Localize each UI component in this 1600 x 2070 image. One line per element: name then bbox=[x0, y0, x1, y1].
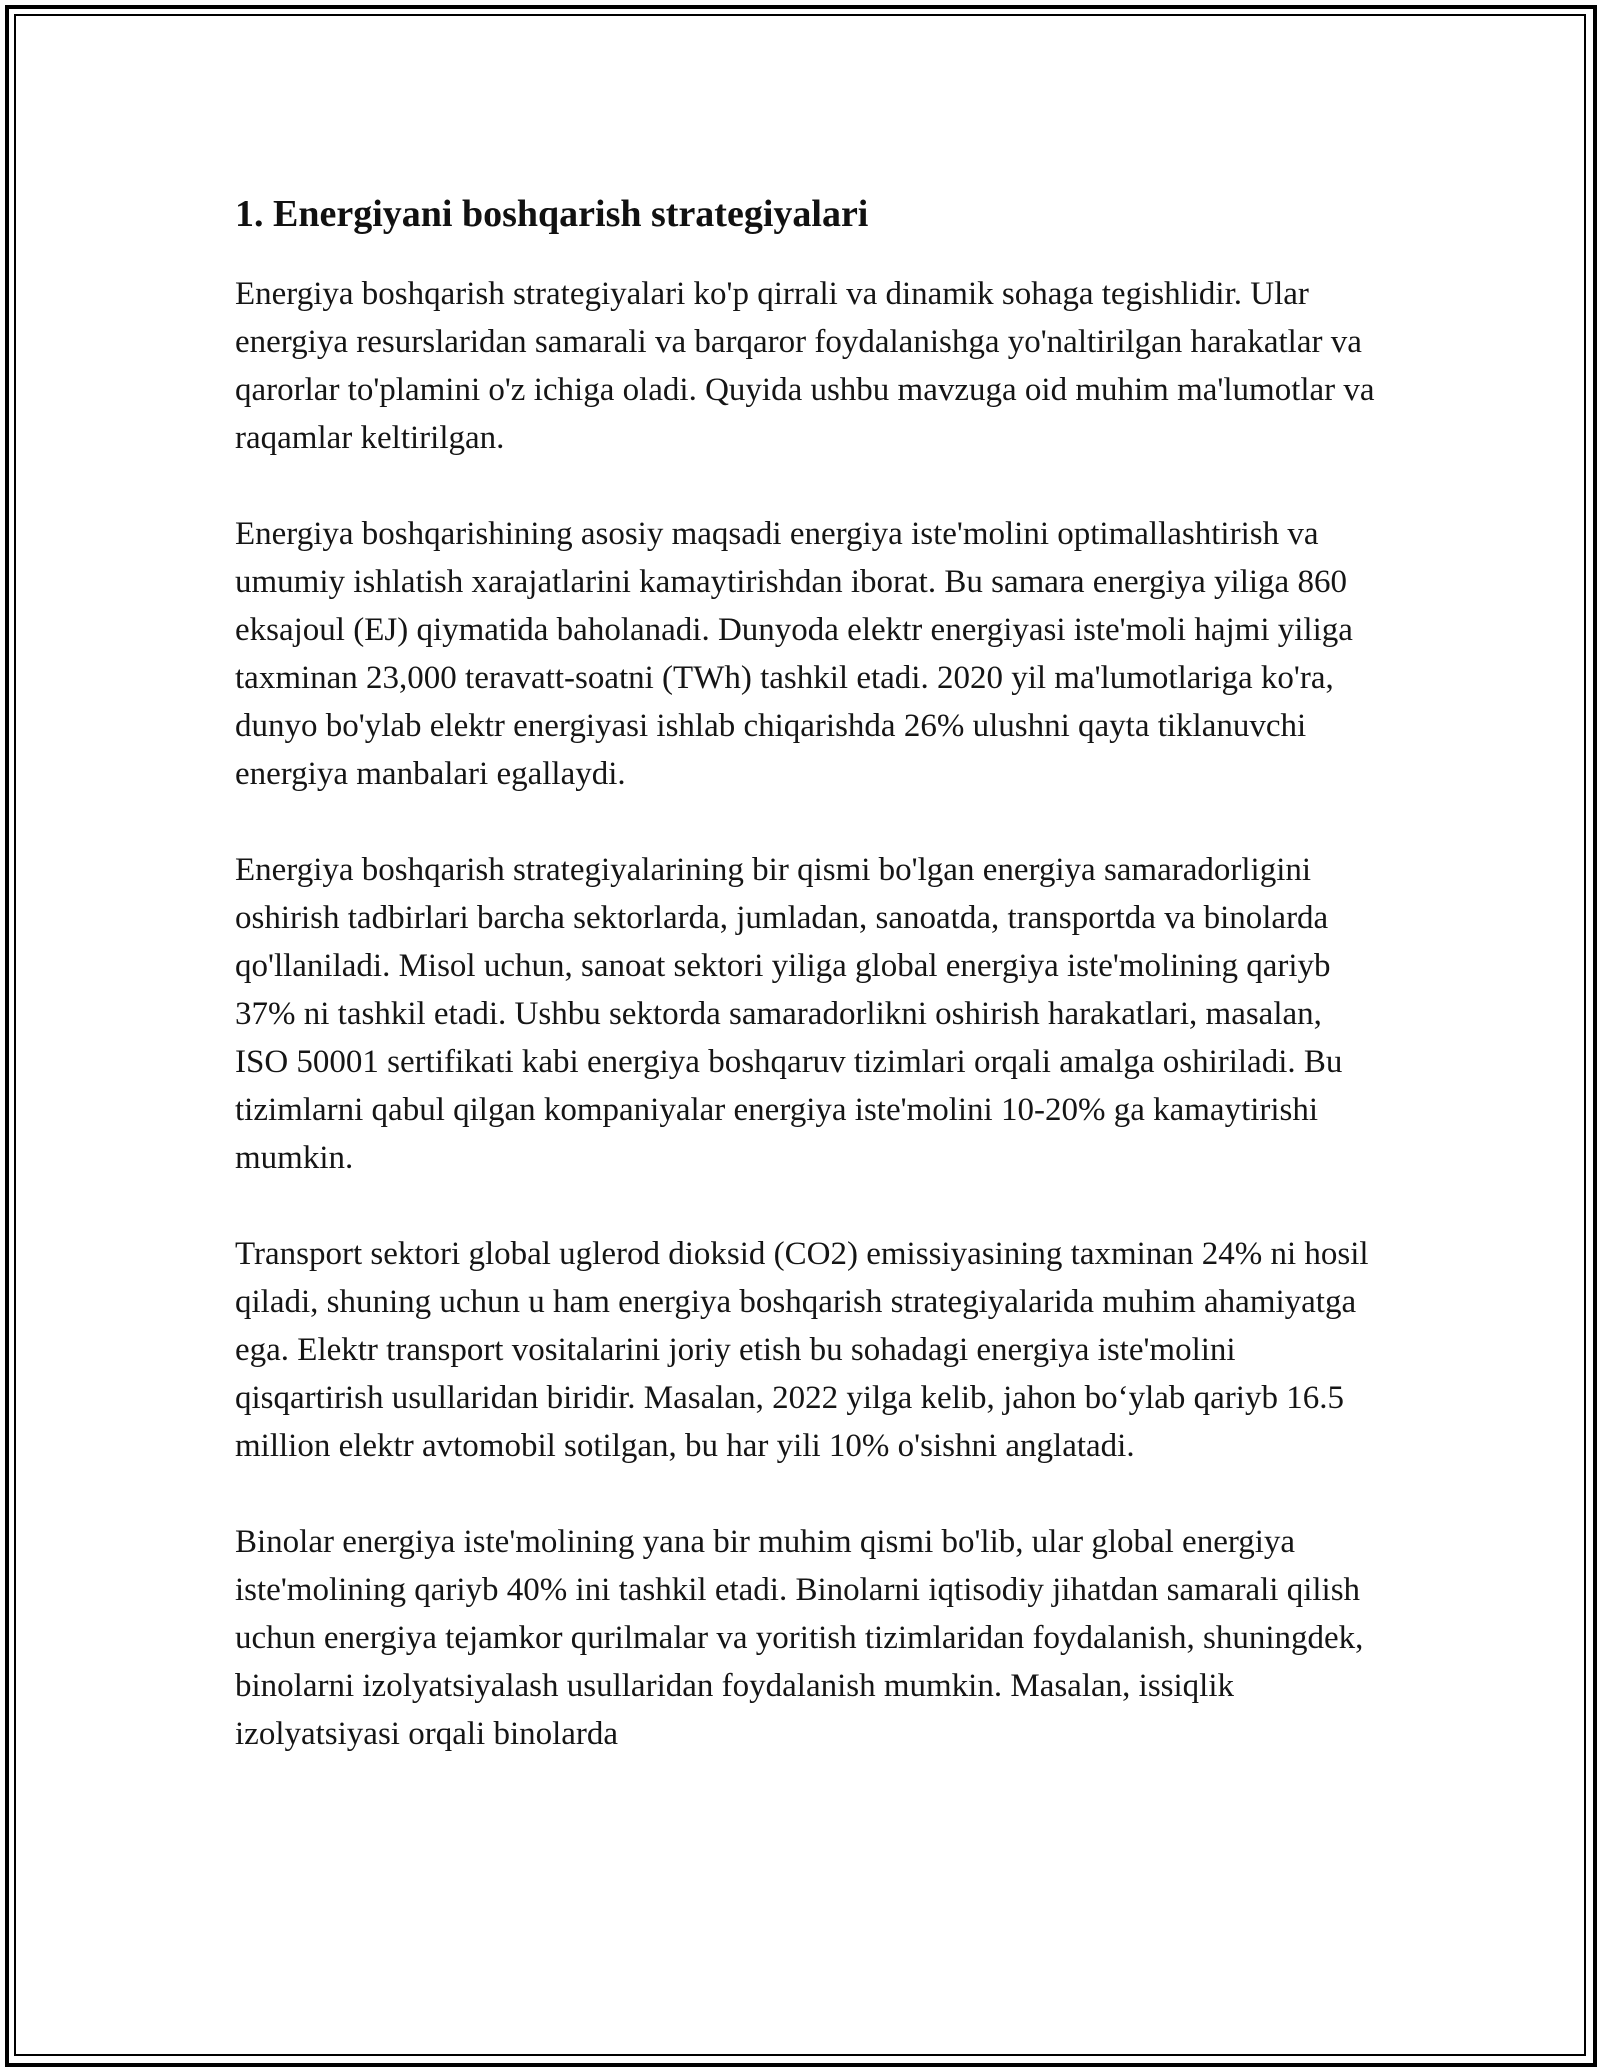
paragraph-industry: Energiya boshqarish strategiyalarining bir qismi bo'lgan energiya samaradorligini oshirish tadbirlari barcha sektorlarda, jumladan, sanoatda, transportda va binolarda qo'llaniladi. Misol uchun, sanoat sektori yiliga global energiya iste'molining qariyb 37% ni tashkil etadi. Ushbu sektorda samaradorlikni oshirish harakatlari, masalan, ISO 50001 sertifikati kabi energiya boshqaruv tizimlari orqali amalga oshiriladi. Bu tizimlarni qabul qilgan kompaniyalar energiya iste'molini 10-20% ga kamaytirishi mumkin. bbox=[235, 852, 1343, 1176]
paragraph-main-goal: Energiya boshqarishining asosiy maqsadi energiya iste'molini optimallashtirish va umumiy ishlatish xarajatlarini kamaytirishdan iborat. Bu samara energiya yiliga 860 eksajoul (EJ) qiymatida baholanadi. Dunyoda elektr energiyasi iste'moli hajmi yiliga taxminan 23,000 teravatt-soatni (TWh) tashkil etadi. 2020 yil ma'lumotlariga ko'ra, dunyo bo'ylab elektr energiyasi ishlab chiqarishda 26% ulushni qayta tiklanuvchi energiya manbalari egallaydi. bbox=[235, 516, 1353, 792]
document-body bbox=[235, 190, 1375, 1758]
paragraph-buildings: Binolar energiya iste'molining yana bir muhim qismi bo'lib, ular global energiya iste'molining qariyb 40% ini tashkil etadi. Binolarni iqtisodiy jihatdan samarali qilish uchun energiya tejamkor qurilmalar va yoritish tizimlaridan foydalanish, shuningdek, binolarni izolyatsiyalash usullaridan foydalanish mumkin. Masalan, issiqlik izolyatsiyasi orqali binolarda bbox=[235, 1524, 1364, 1752]
paragraph-intro: Energiya boshqarish strategiyalari ko'p qirrali va dinamik sohaga tegishlidir. Ular energiya resurslaridan samarali va barqaror foydalanishga yo'naltirilgan harakatlar va qarorlar to'plamini o'z ichiga oladi. Quyida ushbu mavzuga oid muhim ma'lumotlar va raqamlar keltirilgan. bbox=[235, 276, 1375, 456]
paragraph-transport: Transport sektori global uglerod dioksid (CO2) emissiyasining taxminan 24% ni hosil qiladi, shuning uchun u ham energiya boshqarish strategiyalarida muhim ahamiyatga ega. Elektr transport vositalarini joriy etish bu sohadagi energiya iste'molini qisqartirish usullaridan biridir. Masalan, 2022 yilga kelib, jahon bo‘ylab qariyb 16.5 million elektr avtomobil sotilgan, bu har yili 10% o'sishni anglatadi. bbox=[235, 1236, 1369, 1464]
section-heading: 1. Energiyani boshqarish strategiyalari bbox=[235, 193, 869, 235]
